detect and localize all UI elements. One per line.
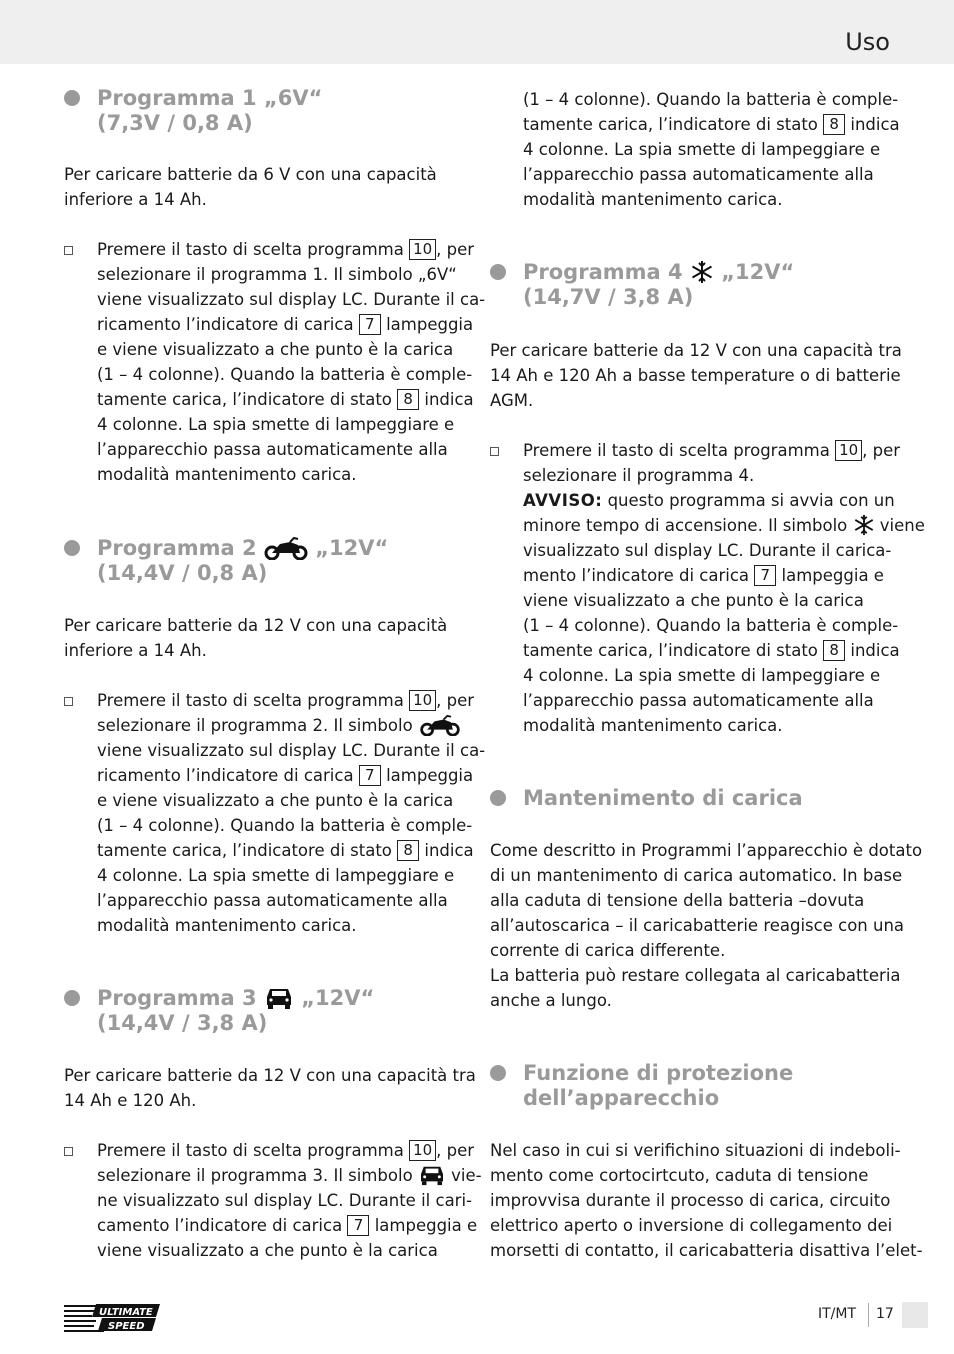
- logo-line1: ULTIMATE: [99, 1307, 153, 1318]
- car-icon: [418, 1164, 446, 1186]
- ref-box: 8: [397, 840, 419, 861]
- header-band: [0, 0, 954, 64]
- checkbox-square-icon: [490, 447, 499, 456]
- page-title: Uso: [845, 28, 890, 56]
- paragraph: Per caricare batterie da 12 V con una capacità tra 14 Ah e 120 Ah a basse temperature o di batterie AGM.: [490, 341, 902, 410]
- snowflake-icon: [690, 260, 714, 284]
- bullet-dot-icon: [64, 540, 80, 556]
- paragraph: Come descritto in Programmi l’apparecchio è dotato di un mantenimento di carica automatico. In base alla caduta di tensione della batteria –dovuta all’autoscarica – il caricabatterie reagisce con una corrente di carica differente. La batteria può restare collegata al caricabatteria anche a lungo.: [490, 841, 923, 1010]
- ref-box: 7: [347, 1215, 369, 1236]
- paragraph: Per caricare batterie da 6 V con una capacità inferiore a 14 Ah.: [64, 165, 437, 209]
- ref-box: 8: [823, 640, 845, 661]
- logo-line2: SPEED: [108, 1321, 145, 1332]
- ref-box: 7: [754, 565, 776, 586]
- language-code: IT/MT: [818, 1306, 857, 1322]
- bullet-dot-icon: [490, 264, 506, 280]
- section-heading-programma-1: Programma 1 „6V“ (7,3V / 0,8 A): [64, 86, 322, 136]
- page-number: 17: [876, 1306, 894, 1322]
- brand-logo: [64, 1303, 162, 1337]
- section-heading-protezione: Funzione di protezione dell’apparecchio: [490, 1061, 793, 1111]
- checkbox-square-icon: [64, 246, 73, 255]
- ref-box: 10: [409, 239, 436, 260]
- section-heading-programma-2: Programma 2 „12V“ (14,4V / 0,8 A): [64, 536, 388, 586]
- list-item: Premere il tasto di scelta programma 10 , per selezionare il programma 3. Il simbolo vie- ne visualizzato sul display LC. Durante il cari- camento l’indicatore di carica 7 lampeggia e viene visualizzato a che punto è la carica: [64, 1138, 482, 1263]
- paragraph: Per caricare batterie da 12 V con una capacità tra 14 Ah e 120 Ah.: [64, 1066, 476, 1110]
- bullet-dot-icon: [490, 790, 506, 806]
- motorcycle-icon: [418, 714, 462, 736]
- list-item: Premere il tasto di scelta programma 10 , per selezionare il programma 2. Il simbolo viene visualizzato sul display LC. Durante il ca- ricamento l’indicatore di carica 7 lampeggia e viene visualizzato a che punto è la carica (1 – 4 colonne). Quando la batteria è comple- tamente carica, l’indicatore di stato 8 indica 4 colonne. La spia smette di lampeggiare e l’apparecchio passa automaticamente alla modalità mantenimento carica.: [64, 688, 485, 938]
- footer-divider: [868, 1303, 869, 1327]
- footer-tab: [902, 1302, 928, 1328]
- checkbox-square-icon: [64, 1147, 73, 1156]
- list-item: Premere il tasto di scelta programma 10 , per selezionare il programma 4. AVVISO: questo programma si avvia con un minore tempo di accensione. Il simbolo viene visualizzato sul display LC. Durante il carica- mento l’indicatore di carica 7 lampeggia e viene visualizzato a che punto è la carica (1 – 4 colonne). Quando la batteria è comple- tamente carica, l’indicatore di stato 8 indica 4 colonne. La spia smette di lampeggiare e l’apparecchio passa automaticamente alla modalità mantenimento carica.: [490, 438, 925, 738]
- motorcycle-icon: [264, 536, 308, 560]
- section-heading-programma-4: Programma 4 „12V“ (14,7V / 3,8 A): [490, 260, 794, 310]
- ref-box: 8: [397, 389, 419, 410]
- notice-label: AVVISO:: [523, 491, 603, 510]
- section-heading-programma-3: Programma 3 „12V“ (14,4V / 3,8 A): [64, 986, 374, 1036]
- bullet-dot-icon: [64, 990, 80, 1006]
- paragraph: Nel caso in cui si verifichino situazioni di indeboli- mento come cortocirtcuto, caduta di tensione improvvisa durante il processo di carica, circuito elettrico aperto o inversione di collegamento dei morsetti di contatto, il caricabatteria disattiva l’elet-: [490, 1141, 923, 1260]
- ultimate-speed-logo-icon: [64, 1303, 162, 1333]
- ref-box: 10: [835, 440, 862, 461]
- ref-box: 7: [359, 765, 381, 786]
- section-heading-mantenimento: Mantenimento di carica: [490, 786, 803, 811]
- ref-box: 10: [409, 1140, 436, 1161]
- bullet-dot-icon: [64, 90, 80, 106]
- list-item: Premere il tasto di scelta programma 10 , per selezionare il programma 1. Il simbolo „6V“ viene visualizzato sul display LC. Durante il ca- ricamento l’indicatore di carica 7 lampeggia e viene visualizzato a che punto è la carica (1 – 4 colonne). Quando la batteria è comple- tamente carica, l’indicatore di stato 8 indica 4 colonne. La spia smette di lampeggiare e l’apparecchio passa automaticamente alla modalità mantenimento carica.: [64, 237, 485, 487]
- ref-box: 10: [409, 690, 436, 711]
- car-icon: [264, 986, 294, 1010]
- ref-box: 7: [359, 314, 381, 335]
- ref-box: 8: [823, 114, 845, 135]
- paragraph: Per caricare batterie da 12 V con una capacità inferiore a 14 Ah.: [64, 616, 448, 660]
- checkbox-square-icon: [64, 697, 73, 706]
- list-item-continued: (1 – 4 colonne). Quando la batteria è comple- tamente carica, l’indicatore di stato 8 indica 4 colonne. La spia smette di lampeggiare e l’apparecchio passa automaticamente alla modalità mantenimento carica.: [523, 90, 900, 209]
- snowflake-icon: [853, 514, 875, 536]
- bullet-dot-icon: [490, 1065, 506, 1081]
